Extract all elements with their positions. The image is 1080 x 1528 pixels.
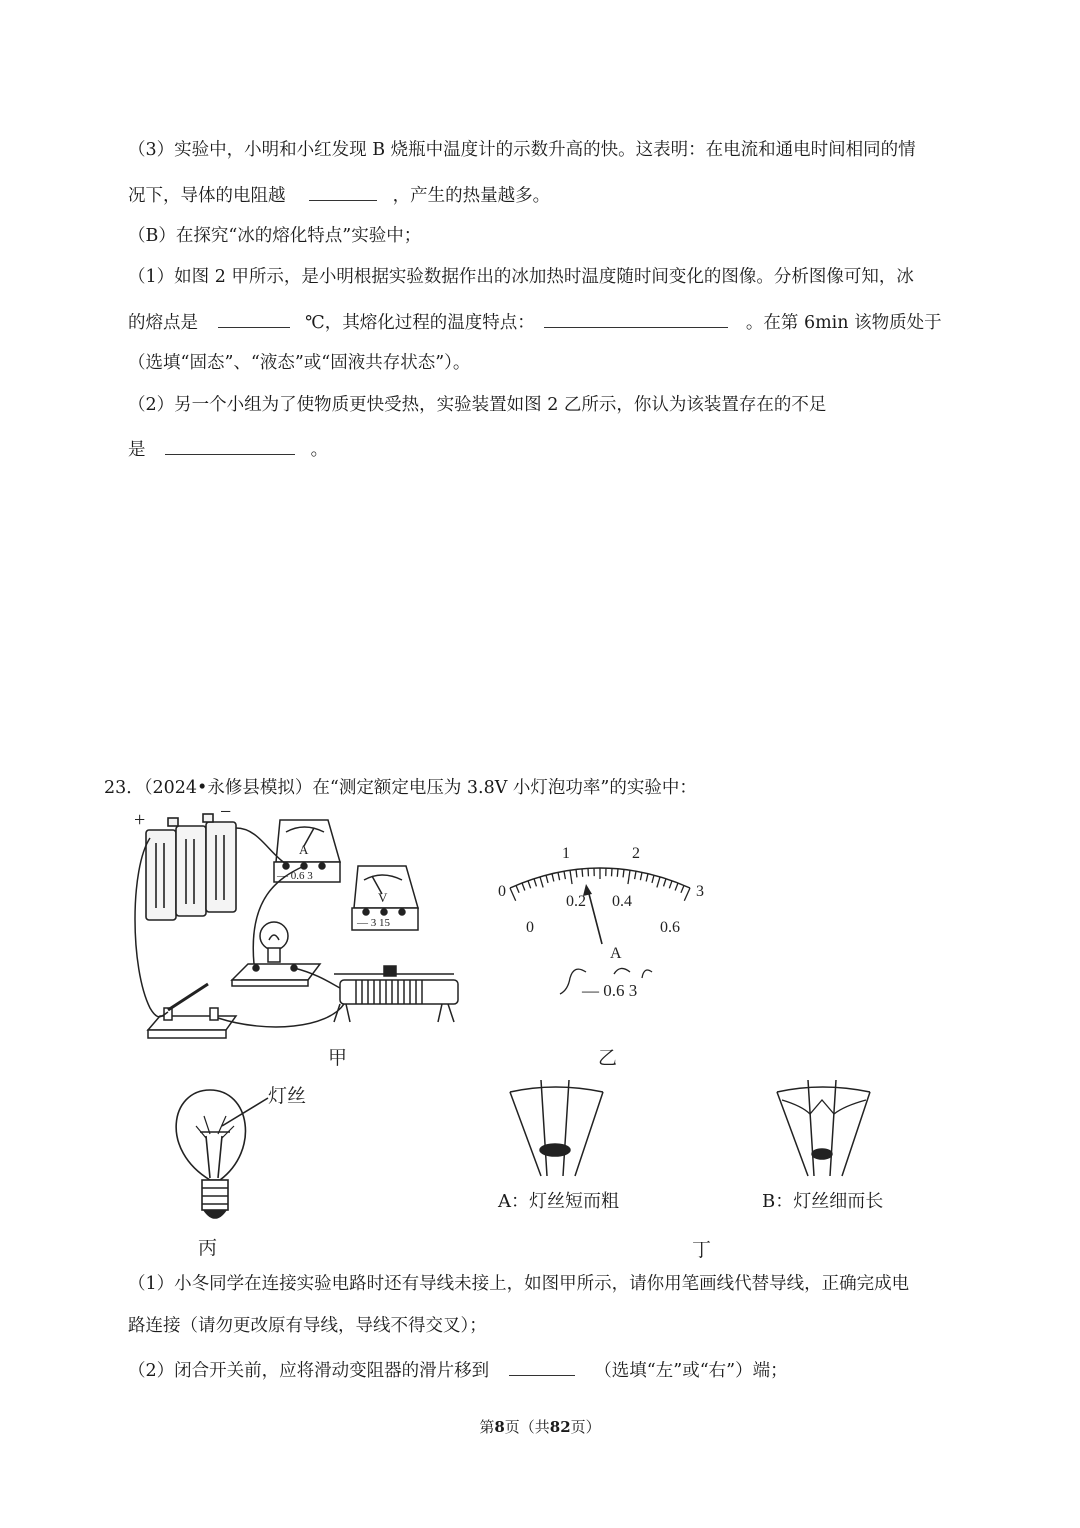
dial-tick (534, 879, 536, 887)
dial-tick (640, 872, 642, 880)
dial-tick (558, 872, 560, 880)
q1-line2-post: 。在第 6min 该物质处于 (745, 313, 942, 333)
answer-blank[interactable] (509, 1357, 575, 1376)
dial-terminals: — 0.6 3 (582, 981, 638, 1000)
q23-heading: 23．（2024•永修县模拟）在“测定额定电压为 3.8V 小灯泡功率”的实验中： (104, 778, 697, 798)
scale-bottom-2: 0.4 (612, 893, 632, 910)
dial-tick (540, 877, 543, 888)
q2-line2-post: 。 (310, 440, 329, 460)
figure-ding-option-a (505, 1078, 615, 1188)
q1-line2-pre: 的熔点是 (128, 313, 198, 333)
dial-tick (570, 870, 572, 884)
dial-tick (528, 881, 531, 889)
scale-top-1: 1 (562, 845, 570, 862)
bulb-icon (232, 922, 320, 986)
option-b-label: B：灯丝细而长 (762, 1191, 884, 1212)
footer-page: 8 (494, 1418, 505, 1436)
q23-q1-line2: 路连接（请勿更改原有导线，导线不得交叉）； (128, 1316, 487, 1336)
voltmeter-letter: V (378, 890, 388, 905)
bulb-icon (176, 1090, 268, 1218)
ammeter-letter: A (299, 842, 309, 857)
answer-blank[interactable] (309, 182, 377, 201)
scale-bottom-0: 0 (526, 919, 534, 936)
q23-q2-pre: （2）闭合开关前，应将滑动变阻器的滑片移到 (128, 1361, 490, 1381)
dial-tick (522, 883, 525, 890)
scale-top-3: 3 (696, 883, 704, 900)
page-footer (0, 1416, 1080, 1437)
q2-line2-pre: 是 (128, 440, 146, 460)
q23-q2 (128, 1357, 788, 1383)
q3-line2-post: ，产生的热量越多。 (392, 186, 551, 206)
dial-pointer (588, 890, 602, 944)
option-a-label: A：灯丝短而粗 (498, 1191, 619, 1212)
q1-line2-mid: ℃，其熔化过程的温度特点： (305, 313, 535, 333)
part-b-q1-line2 (128, 309, 942, 335)
part-b-q1-line3: （选填“固态”、“液态”或“固液共存状态”）。 (128, 353, 471, 373)
dial-tick (576, 869, 577, 877)
dial-ticks (510, 868, 690, 901)
switch-icon (148, 984, 236, 1038)
figure-ding-label: 丁 (692, 1239, 712, 1261)
dial-tick (657, 877, 660, 888)
q3-line2 (128, 182, 550, 208)
dial-tick (646, 874, 648, 882)
dial-tick (628, 870, 630, 884)
dial-tick (652, 875, 654, 883)
figure-jia-label: 甲 (328, 1048, 348, 1069)
figure-yi-label: 乙 (598, 1048, 618, 1069)
figure-bing-bulb (160, 1080, 330, 1260)
dial-tick (546, 875, 548, 883)
dial-tick (681, 885, 684, 892)
dial-tick (510, 888, 516, 901)
footer-suffix: 页） (570, 1418, 601, 1436)
part-b-q2-line1: （2）另一个小组为了使物质更快受热，实验装置如图 2 乙所示，你认为该装置存在的不足 (128, 395, 827, 415)
footer-prefix: 第 (479, 1418, 495, 1436)
dial-tick (684, 888, 690, 901)
q3-line2-pre: 况下，导体的电阻越 (128, 186, 286, 206)
dial-tick (623, 869, 624, 877)
filament-thin-long-icon (777, 1080, 870, 1176)
dial-tick (669, 881, 672, 889)
battery-icon (146, 814, 236, 920)
part-b-q2-line2 (128, 436, 328, 462)
dial-tick (582, 869, 583, 877)
answer-blank[interactable] (544, 309, 728, 328)
answer-blank[interactable] (218, 309, 290, 328)
battery-plus-label: + (134, 809, 146, 831)
scale-bottom-3: 0.6 (660, 919, 680, 936)
figure-bing-label: 丙 (198, 1238, 218, 1259)
dial-tick (664, 879, 666, 887)
dial-tick (675, 883, 678, 890)
voltmeter-terminals: — 3 15 (357, 917, 390, 929)
scale-top-2: 2 (632, 845, 640, 862)
filament-short-thick-icon (510, 1080, 603, 1176)
dial-tick (635, 871, 636, 879)
figure-jia-circuit (128, 801, 458, 1069)
footer-mid: 页（共 (504, 1418, 550, 1436)
dial-tick (516, 885, 519, 892)
dial-pointer-letter: A (610, 945, 622, 962)
ammeter-terminals: — 0.6 3 (277, 870, 313, 882)
battery-minus-label: − (220, 801, 232, 823)
q3-line1: （3）实验中，小明和小红发现 B 烧瓶中温度计的示数升高的快。这表明：在电流和通电时间相同的情 (128, 140, 916, 160)
footer-total: 82 (549, 1418, 571, 1436)
rheostat-icon (334, 966, 458, 1022)
q23-q1-line1: （1）小冬同学在连接实验电路时还有导线未接上，如图甲所示，请你用笔画线代替导线，正确完成电 (128, 1274, 910, 1294)
figure-ding-option-b (772, 1078, 882, 1188)
part-b-intro: （B）在探究“冰的熔化特点”实验中； (128, 226, 422, 246)
q23-q2-post: （选填“左”或“右”）端； (594, 1361, 788, 1381)
scale-top-0: 0 (498, 883, 506, 900)
scale-bottom-1: 0.2 (566, 893, 586, 910)
dial-tick (552, 874, 554, 882)
filament-label: 灯丝 (268, 1086, 307, 1107)
answer-blank[interactable] (165, 436, 295, 455)
part-b-q1-line1: （1）如图 2 甲所示，是小明根据实验数据作出的冰加热时温度随时间变化的图像。分析图像可知，冰 (128, 267, 914, 287)
figure-yi-dial (490, 838, 730, 1068)
dial-tick (617, 869, 618, 877)
dial-tick (564, 871, 565, 879)
